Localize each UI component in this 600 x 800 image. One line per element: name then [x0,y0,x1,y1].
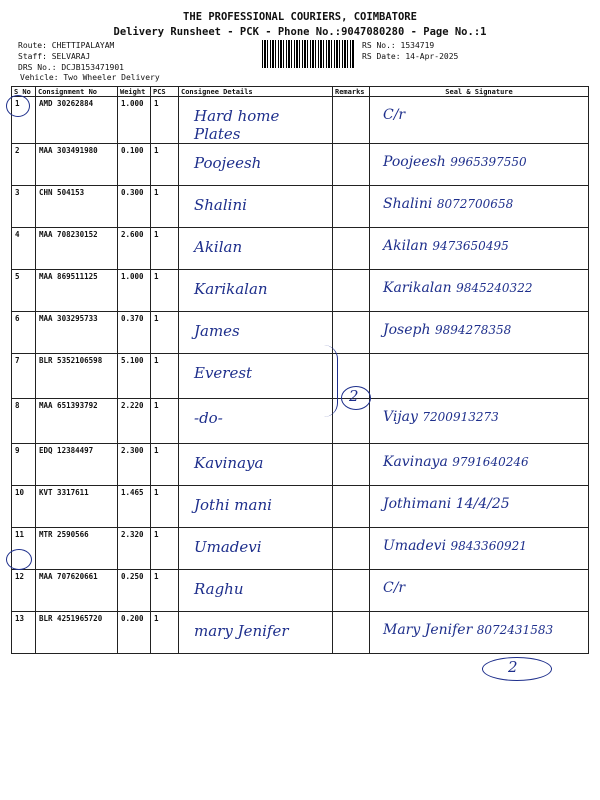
signature-cell [370,399,589,444]
pcs-cell [151,97,179,144]
signature-cell [370,444,589,486]
consignment-cell [36,228,118,270]
rows-bracket [323,345,338,417]
weight: 0.200 [121,614,144,623]
consignee-cell [179,228,333,270]
remarks-cell [333,528,370,570]
signature-cell [370,186,589,228]
signature-cell [370,612,589,654]
runsheet-subtitle: Delivery Runsheet - PCK - Phone No.:9047080280 - Page No.:1 [113,26,487,38]
table-row [12,270,589,312]
pcs-cell [151,570,179,612]
consignee-cell [179,399,333,444]
signature-cell [370,312,589,354]
pcs-cell [151,444,179,486]
consignment-cell [36,612,118,654]
consignee-cell [179,486,333,528]
consignment-number: BLR 4251965720 [39,614,103,623]
remarks-cell [333,312,370,354]
col-remarks: Remarks [333,87,370,97]
phone-number: 9843360921 [450,539,527,553]
consignment-cell [36,570,118,612]
sno: 2 [15,146,20,155]
signature-text: Kavinaya [383,454,448,470]
table-row [12,528,589,570]
consignment-cell [36,186,118,228]
phone-number: 9473650495 [432,239,509,253]
table-row [12,228,589,270]
pcs-cell [151,144,179,186]
sno-cell [12,270,36,312]
company-title: THE PROFESSIONAL COURIERS, COIMBATORE [183,11,417,23]
pcs-cell [151,186,179,228]
pcs-cell [151,354,179,399]
pcs: 1 [154,488,159,497]
signature-text: Mary Jenifer [383,622,473,638]
pcs: 1 [154,530,159,539]
weight-cell [118,312,151,354]
col-weight: Weight [118,87,151,97]
phone-number: 9894278358 [434,323,512,337]
barcode [262,40,354,68]
pcs: 1 [154,614,159,623]
consignee-cell [179,444,333,486]
bracket-count: 2 [349,387,359,405]
consignment-cell [36,312,118,354]
rs-number: RS No.: 1534719 [362,41,435,50]
consignee-cell [179,186,333,228]
weight: 5.100 [121,356,144,365]
pcs-cell [151,270,179,312]
consignee-name: Umadevi [194,538,262,556]
consignee-cell [179,97,333,144]
sno-cell [12,570,36,612]
sno: 8 [15,401,20,410]
consignment-number: MTR 2590566 [39,530,89,539]
signature-text: C/r [383,107,406,123]
weight-cell [118,228,151,270]
weight-cell [118,486,151,528]
weight: 0.100 [121,146,144,155]
pcs: 1 [154,99,159,108]
consignment-number: MAA 303491980 [39,146,98,155]
col-consignee: Consignee Details [179,87,333,97]
signature-text: Akilan [383,238,428,254]
sno: 7 [15,356,20,365]
weight: 0.370 [121,314,144,323]
consignment-cell [36,399,118,444]
consignee-name: Karikalan [194,280,268,298]
sno-cell [12,312,36,354]
weight: 2.600 [121,230,144,239]
weight-cell [118,444,151,486]
weight: 2.220 [121,401,144,410]
consignee-cell [179,354,333,399]
signature-cell [370,228,589,270]
consignment-cell [36,270,118,312]
consignee-name: Shalini [194,196,247,214]
weight: 2.300 [121,446,144,455]
consignee-name: Hard home Plates [194,107,280,143]
col-signature: Seal & Signature [370,87,589,97]
consignment-number: EDQ 12384497 [39,446,94,455]
signature [383,538,585,554]
sno: 3 [15,188,20,197]
table-row [12,486,589,528]
consignee-cell [179,570,333,612]
rs-date: RS Date: 14-Apr-2025 [362,52,459,61]
sno: 11 [15,530,25,539]
weight-cell [118,186,151,228]
remarks-cell [333,486,370,528]
consignee-cell [179,144,333,186]
remarks-cell [333,228,370,270]
consignment-number: MAA 708230152 [39,230,98,239]
signature [383,409,585,425]
weight: 1.465 [121,488,144,497]
table-row [12,399,589,444]
weight: 0.250 [121,572,144,581]
pcs-cell [151,528,179,570]
weight-cell [118,399,151,444]
phone-number: 9791640246 [452,455,529,469]
staff-label: Staff: SELVARAJ [18,52,91,61]
signature-text: C/r [383,580,406,596]
phone-number: 9965397550 [450,155,527,169]
consignment-cell [36,486,118,528]
signature [383,622,585,638]
route-label: Route: CHETTIPALAYAM [18,41,115,50]
consignee-cell [179,612,333,654]
weight-cell [118,270,151,312]
consignment-cell [36,444,118,486]
table-row [12,97,589,144]
pcs-cell [151,399,179,444]
weight-cell [118,354,151,399]
sno: 1 [15,99,20,108]
signature-text: Poojeesh [383,154,446,170]
signature-text: Joseph [383,322,431,338]
table-row [12,144,589,186]
signature-text: Vijay [383,409,418,425]
pcs-cell [151,228,179,270]
sno: 12 [15,572,25,581]
weight-cell [118,612,151,654]
table-row [12,570,589,612]
pcs: 1 [154,356,159,365]
sno-cell [12,144,36,186]
pcs-cell [151,312,179,354]
page-mark: 2 [508,658,518,676]
consignment-number: MAA 303295733 [39,314,98,323]
signature [383,154,585,170]
consignee-name: -do- [194,409,223,427]
sno-cell [12,399,36,444]
signature-cell [370,354,589,399]
table-row [12,444,589,486]
row-1-circle [6,95,30,117]
table-row [12,186,589,228]
signature-text: Umadevi [383,538,447,554]
weight-cell [118,144,151,186]
sno-cell [12,228,36,270]
pcs: 1 [154,401,159,410]
signature [383,238,585,254]
col-consignment: Consignment No [36,87,118,97]
phone-number: 8072431583 [476,623,554,637]
pcs: 1 [154,146,159,155]
weight: 1.000 [121,272,144,281]
sno: 6 [15,314,20,323]
signature-text: Shalini [383,196,433,212]
signature-cell [370,570,589,612]
pcs: 1 [154,446,159,455]
pcs: 1 [154,314,159,323]
weight: 0.300 [121,188,144,197]
pcs: 1 [154,230,159,239]
col-pcs: PCS [151,87,179,97]
pcs-cell [151,612,179,654]
drs-label: DRS No.: DCJB153471901 [18,63,124,72]
weight-cell [118,528,151,570]
phone-number: 8072700658 [436,197,514,211]
runsheet-table [11,86,589,654]
pcs-cell [151,486,179,528]
signature-text: Karikalan [383,280,452,296]
consignment-cell [36,144,118,186]
consignment-cell [36,528,118,570]
sno-cell [12,486,36,528]
pcs: 1 [154,272,159,281]
table-row [12,312,589,354]
remarks-cell [333,570,370,612]
signature-cell [370,270,589,312]
remarks-cell [333,186,370,228]
consignee-name: Akilan [194,238,243,256]
signature-cell [370,486,589,528]
signature [383,580,585,596]
signature-cell [370,144,589,186]
weight-cell [118,570,151,612]
remarks-cell [333,270,370,312]
table-row [12,612,589,654]
row-12-circle [6,549,32,570]
weight: 1.000 [121,99,144,108]
signature-text: Jothimani 14/4/25 [383,496,510,512]
consignee-cell [179,270,333,312]
signature [383,196,585,212]
signature [383,107,585,123]
sno: 10 [15,488,25,497]
consignment-number: MAA 869511125 [39,272,98,281]
sno: 9 [15,446,20,455]
consignment-number: CHN 504153 [39,188,85,197]
consignment-number: BLR 5352106598 [39,356,103,365]
signature-cell [370,528,589,570]
weight-cell [118,97,151,144]
consignee-name: Kavinaya [194,454,264,472]
consignment-number: KVT 3317611 [39,488,89,497]
signature [383,454,585,470]
consignment-cell [36,354,118,399]
remarks-cell [333,444,370,486]
vehicle-label: Vehicle: Two Wheeler Delivery [20,73,160,82]
consignment-number: MAA 707620661 [39,572,98,581]
signature-cell [370,97,589,144]
sno-cell [12,354,36,399]
sno: 5 [15,272,20,281]
sno: 13 [15,614,25,623]
pcs: 1 [154,188,159,197]
phone-number: 9845240322 [456,281,533,295]
consignee-name: mary Jenifer [194,622,289,640]
consignment-number: AMD 30262884 [39,99,94,108]
table-row [12,354,589,399]
sno-cell [12,186,36,228]
remarks-cell [333,97,370,144]
table-header-row [12,87,589,97]
col-sno: S No [12,87,36,97]
remarks-cell [333,612,370,654]
consignment-number: MAA 651393792 [39,401,98,410]
signature [383,322,585,338]
remarks-cell [333,144,370,186]
consignee-name: Poojeesh [194,154,262,172]
signature [383,496,585,512]
consignee-name: James [194,322,240,340]
consignee-name: Raghu [194,580,244,598]
sno-cell [12,612,36,654]
consignment-cell [36,97,118,144]
consignee-name: Everest [194,364,253,382]
phone-number: 7200913273 [422,410,499,424]
sno-cell [12,444,36,486]
consignee-cell [179,312,333,354]
weight: 2.320 [121,530,144,539]
consignee-cell [179,528,333,570]
consignee-name: Jothi mani [194,496,272,514]
signature [383,280,585,296]
sno: 4 [15,230,20,239]
pcs: 1 [154,572,159,581]
